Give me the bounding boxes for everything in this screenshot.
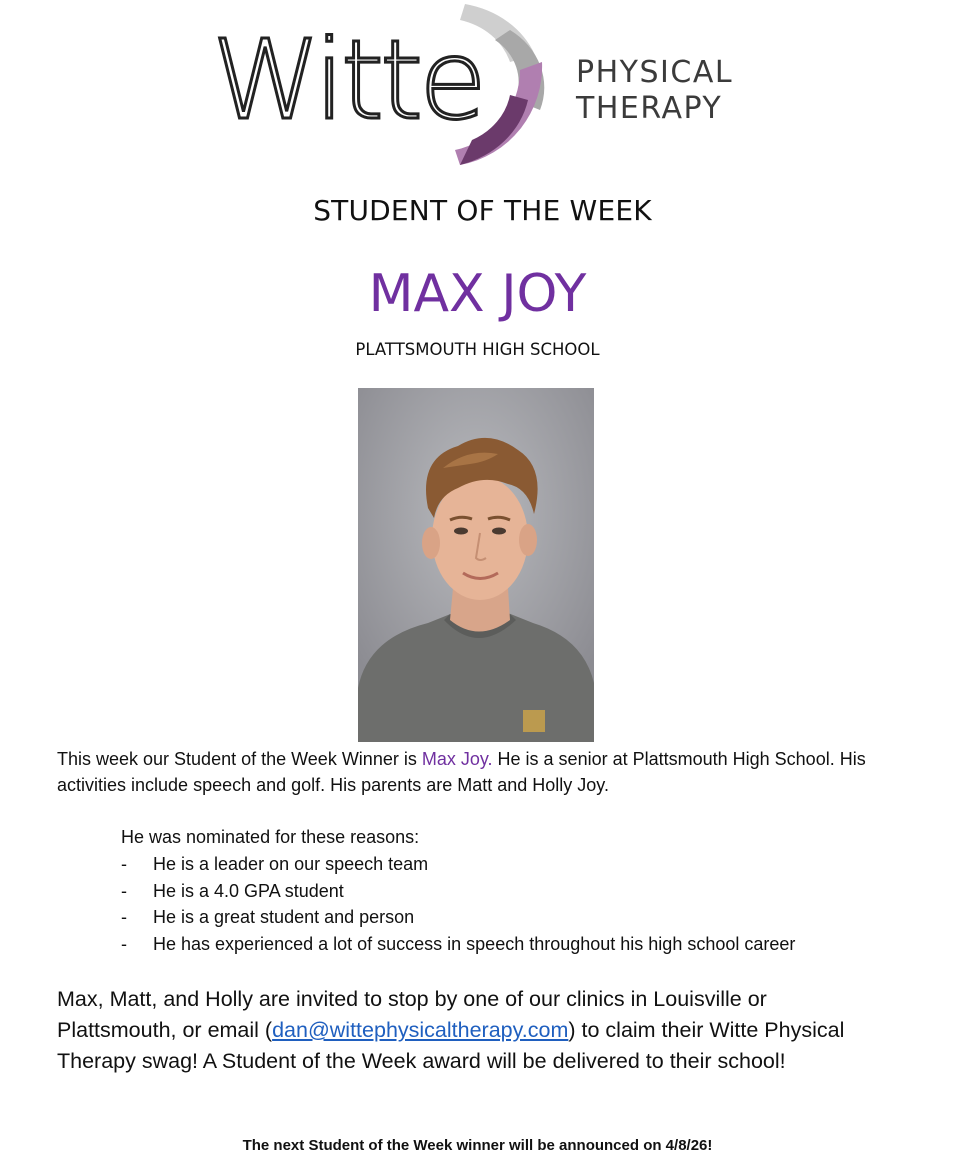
list-item [121,878,795,905]
page-heading: STUDENT OF THE WEEK [313,194,652,227]
logo-tagline [576,55,733,127]
closing-text-after: ) to claim their Witte Physical Therapy swag! A Student of the Week award will be delivered to their school! [57,1018,845,1073]
intro-text-after: He is a senior at Plattsmouth High School. His activities include speech and golf. His parents are Matt and Holly Joy. [57,749,866,795]
list-item [121,851,795,878]
closing-text-before: Max, Matt, and Holly are invited to stop by one of our clinics in Louisville or Plattsmouth, or email ( [57,987,767,1042]
reasons-title: He was nominated for these reasons: [121,827,420,847]
witte-logo [210,0,760,170]
logo-wordmark: Witte [212,16,483,144]
bullet-dash: - [121,880,127,901]
logo-tagline-line2: THERAPY [576,91,723,126]
list-item [121,931,795,958]
student-portrait-photo [358,388,594,742]
school-name: PLATTSMOUTH HIGH SCHOOL [355,340,600,359]
intro-text-before: This week our Student of the Week Winner is [57,749,422,769]
logo-tagline-line1: PHYSICAL [576,55,734,90]
reason-text: He has experienced a lot of success in speech throughout his high school career [153,933,796,954]
intro-student-name: Max Joy. [421,749,493,769]
next-winner-note: The next Student of the Week winner will be announced on 4/8/26! [242,1137,713,1154]
list-item [121,904,795,931]
reasons-list [121,851,795,957]
intro-paragraph [57,746,917,798]
email-link[interactable]: dan@wittephysicaltherapy.com [272,1018,569,1042]
bullet-dash: - [121,854,127,874]
reason-text: He is a 4.0 GPA student [153,880,344,901]
reason-text: He is a leader on our speech team [153,854,429,874]
bullet-dash: - [121,933,127,954]
bullet-dash: - [121,907,127,927]
student-name: MAX JOY [368,264,587,324]
reason-text: He is a great student and person [153,907,415,927]
student-portrait-icon [358,388,594,742]
closing-paragraph [57,984,887,1077]
